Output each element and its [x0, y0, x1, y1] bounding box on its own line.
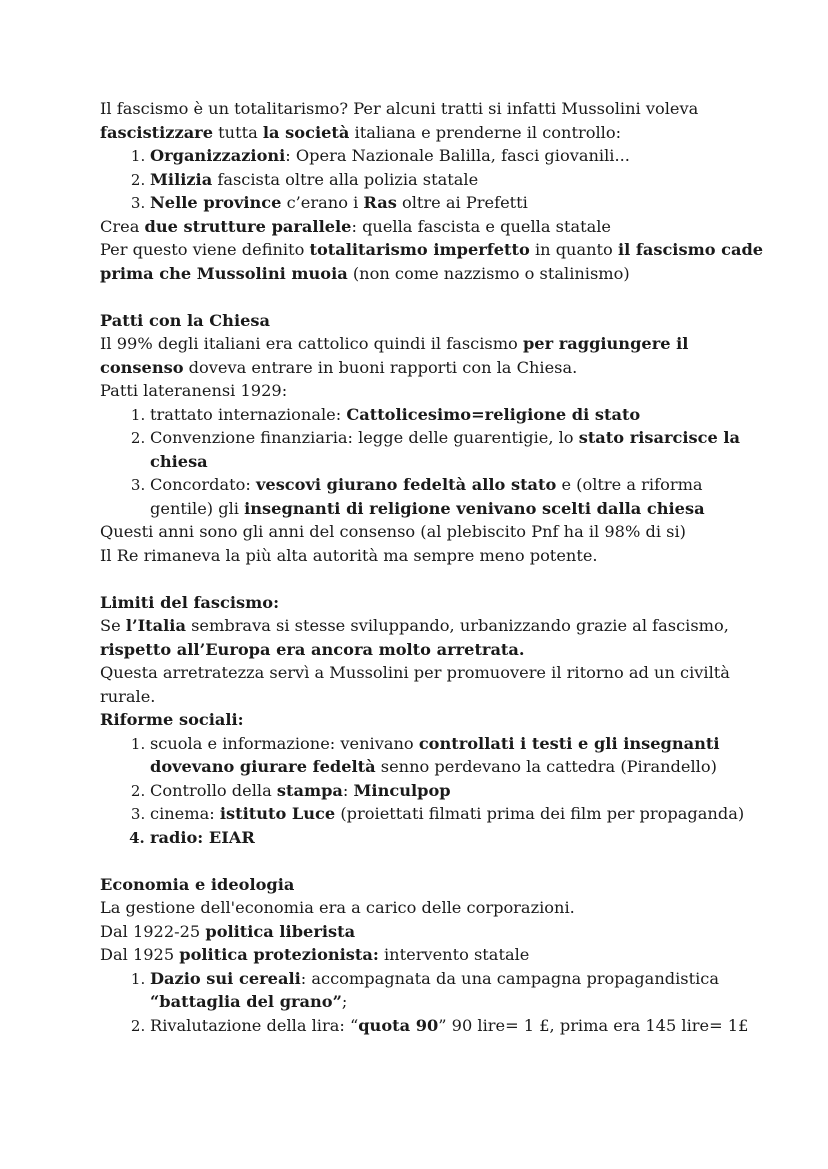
corporazioni-paragraph: La gestione dell'economia era a carico delle corporazioni. [100, 898, 575, 917]
re-paragraph: Il Re rimaneva la più alta autorità ma sempre meno potente. [100, 545, 598, 565]
protezionista-paragraph: Dal 1925 politica protezionista: intervento statale [100, 945, 530, 964]
spacer [100, 849, 768, 873]
chiesa-list [100, 403, 768, 521]
list-item: 2. Controllo della stampa: Minculpop [150, 779, 768, 803]
patti-lateranensi-label: Patti lateranensi 1929: [100, 381, 288, 400]
spacer [100, 285, 768, 309]
list-item: 4. radio: EIAR [150, 826, 768, 850]
section-heading-limiti: Limiti del fascismo: [100, 592, 280, 612]
chiesa-paragraph: Il 99% degli italiani era cattolico quindi il fascismo per raggiungere il consenso doveva entrare in buoni rapporti con la Chiesa. [100, 334, 689, 377]
imperfect-totalitarianism-paragraph: Per questo viene definito totalitarismo imperfetto in quanto il fascismo cade prima che Mussolini muoia (non come nazzismo o stalinismo) [100, 240, 764, 283]
intro-paragraph: Il fascismo è un totalitarismo? Per alcuni tratti si infatti Mussolini voleva fascistizzare tutta la società italiana e prenderne il controllo: [100, 99, 699, 142]
limiti-paragraph: Se l’Italia sembrava si stesse sviluppando, urbanizzando grazie al fascismo, rispetto all’Europa era ancora molto arretrata. [100, 616, 729, 659]
section-heading-riforme: Riforme sociali: [100, 710, 244, 729]
list-item: 3. Concordato: vescovi giurano fedeltà allo stato e (oltre a riforma gentile) gli insegnanti di religione venivano scelti dalla chiesa [150, 473, 768, 520]
list-item: 2. Milizia fascista oltre alla polizia statale [150, 168, 768, 192]
economia-list [100, 967, 768, 1038]
list-item: 2. Convenzione finanziaria: legge delle guarentigie, lo stato risarcisce la chiesa [150, 426, 768, 473]
section-heading-chiesa: Patti con la Chiesa [100, 310, 271, 330]
list-item: 1. Organizzazioni: Opera Nazionale Balilla, fasci giovanili... [150, 144, 768, 168]
list-item: 1. trattato internazionale: Cattolicesimo=religione di stato [150, 403, 768, 427]
consenso-paragraph: Questi anni sono gli anni del consenso (al plebiscito Pnf ha il 98% di si) [100, 522, 686, 541]
liberista-paragraph: Dal 1922-25 politica liberista [100, 921, 356, 941]
arretratezza-paragraph: Questa arretratezza servì a Mussolini per promuovere il ritorno ad un civiltà rurale. [100, 663, 730, 706]
list-item: 3. Nelle province c’erano i Ras oltre ai Prefetti [150, 191, 768, 215]
list-item: 2. Rivalutazione della lira: “quota 90” 90 lire= 1 £, prima era 145 lire= 1£ [150, 1014, 768, 1038]
intro-list [100, 144, 768, 215]
list-item: 1. Dazio sui cereali: accompagnata da una campagna propagandistica “battaglia del grano”; [150, 967, 768, 1014]
spacer [100, 567, 768, 591]
parallel-structures-paragraph: Crea due strutture parallele: quella fascista e quella statale [100, 216, 612, 236]
list-item: 3. cinema: istituto Luce (proiettati filmati prima dei film per propaganda) [150, 802, 768, 826]
section-heading-economia: Economia e ideologia [100, 874, 295, 894]
riforme-list [100, 732, 768, 850]
list-item: 1. scuola e informazione: venivano controllati i testi e gli insegnanti dovevano giurare fedeltà senno perdevano la cattedra (Pirandello) [150, 732, 768, 779]
